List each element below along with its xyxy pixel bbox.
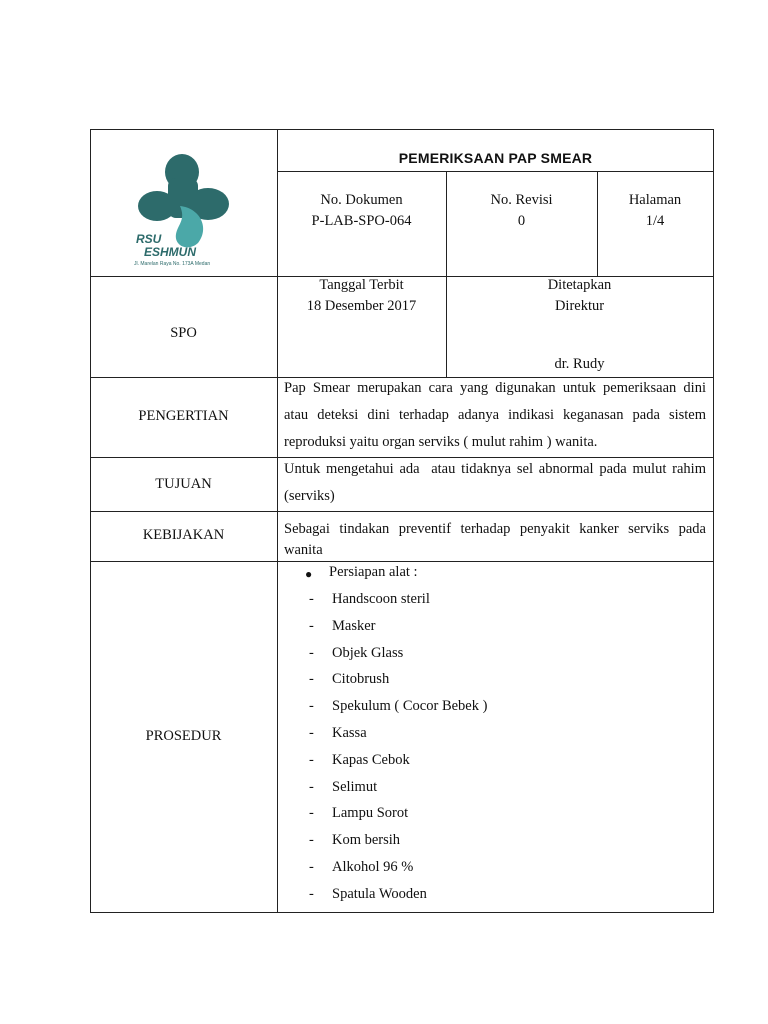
dash-marker: - — [309, 751, 314, 768]
pengertian-text — [284, 375, 706, 456]
dash-marker: - — [309, 591, 314, 607]
prosedur-label: PROSEDUR — [145, 728, 222, 744]
doc-number-cell — [277, 190, 446, 232]
dash-marker: - — [309, 644, 314, 661]
tujuan-text — [284, 456, 706, 510]
equipment-item-text: Lampu Sorot — [332, 805, 409, 822]
pengertian-line: reproduksi yaitu organ serviks ( mulut rahim ) wanita. — [284, 434, 598, 450]
dash-marker: - — [309, 832, 314, 849]
equipment-item-text: Kapas Cebok — [332, 751, 410, 768]
approver-name: dr. Rudy — [554, 356, 605, 372]
approval-label: Ditetapkan — [547, 277, 612, 293]
dash-marker: - — [309, 885, 314, 902]
equipment-item-text: Spekulum ( Cocor Bebek ) — [332, 698, 488, 715]
dash-marker: - — [309, 805, 314, 822]
doc-number-label: No. Dokumen — [320, 192, 403, 208]
prosedur-list — [277, 562, 713, 912]
kebijakan-line: wanita — [284, 542, 323, 558]
document-title: PEMERIKSAAN PAP SMEAR — [398, 150, 593, 166]
revision-label: No. Revisi — [490, 192, 553, 208]
equipment-item-text: Selimut — [332, 778, 378, 795]
logo-text-eshmun: ESHMUN — [144, 245, 197, 259]
approval-cell — [446, 275, 713, 317]
hospital-logo — [130, 148, 240, 273]
equipment-item-text: Citobrush — [332, 671, 390, 688]
equipment-item-text: Handscoon steril — [332, 591, 430, 607]
table-border-left — [90, 129, 91, 913]
pengertian-line: Pap Smear merupakan cara yang digunakan untuk pemeriksaan dini — [284, 380, 706, 396]
equipment-item-text: Kassa — [332, 725, 367, 741]
table-divider — [90, 511, 714, 512]
pengertian-line: atau deteksi dini terhadap adanya indikasi keganasan pada sistem — [284, 407, 706, 423]
dash-marker: - — [309, 617, 314, 634]
page-label: Halaman — [628, 192, 682, 208]
equipment-item-text: Alkohol 96 % — [332, 859, 414, 875]
table-divider — [277, 171, 714, 172]
approval-role: Direktur — [554, 298, 605, 314]
tujuan-line: (serviks) — [284, 488, 335, 504]
logo-text-rsu: RSU — [136, 232, 162, 246]
equipment-item-text: Masker — [332, 617, 376, 634]
logo-address: Jl. Marelan Raya No. 173A Medan — [134, 261, 211, 267]
dash-marker: - — [309, 698, 314, 715]
revision-value: 0 — [517, 213, 526, 229]
pengertian-label: PENGERTIAN — [138, 408, 229, 424]
table-border-right — [713, 129, 714, 913]
equipment-item-text: Objek Glass — [332, 644, 404, 661]
dash-marker: - — [309, 859, 314, 875]
doc-number-value: P-LAB-SPO-064 — [311, 213, 412, 229]
kebijakan-label: KEBIJAKAN — [142, 527, 225, 543]
page-value: 1/4 — [645, 213, 665, 229]
spo-label: SPO — [170, 325, 197, 341]
issue-date-cell — [277, 275, 446, 317]
dash-marker: - — [309, 778, 314, 795]
table-border-bottom — [90, 912, 714, 913]
table-border-top — [90, 129, 714, 130]
bullet-icon: ● — [305, 567, 313, 581]
tujuan-line: Untuk mengetahui ada atau tidaknya sel abnormal pada mulut rahim — [284, 461, 706, 477]
tujuan-label: TUJUAN — [155, 476, 212, 492]
kebijakan-text — [284, 519, 706, 561]
equipment-item-text: Spatula Wooden — [332, 885, 427, 902]
page-cell — [597, 190, 713, 232]
prosedur-heading-text: Persiapan alat : — [329, 564, 418, 580]
issue-date-label: Tanggal Terbit — [319, 277, 404, 293]
issue-date-value: 18 Desember 2017 — [306, 298, 417, 314]
dash-marker: - — [309, 671, 314, 688]
revision-cell — [446, 190, 597, 232]
dash-marker: - — [309, 725, 314, 741]
equipment-item-text: Kom bersih — [332, 832, 401, 849]
kebijakan-line: Sebagai tindakan preventif terhadap penyakit kanker serviks pada — [284, 521, 706, 537]
